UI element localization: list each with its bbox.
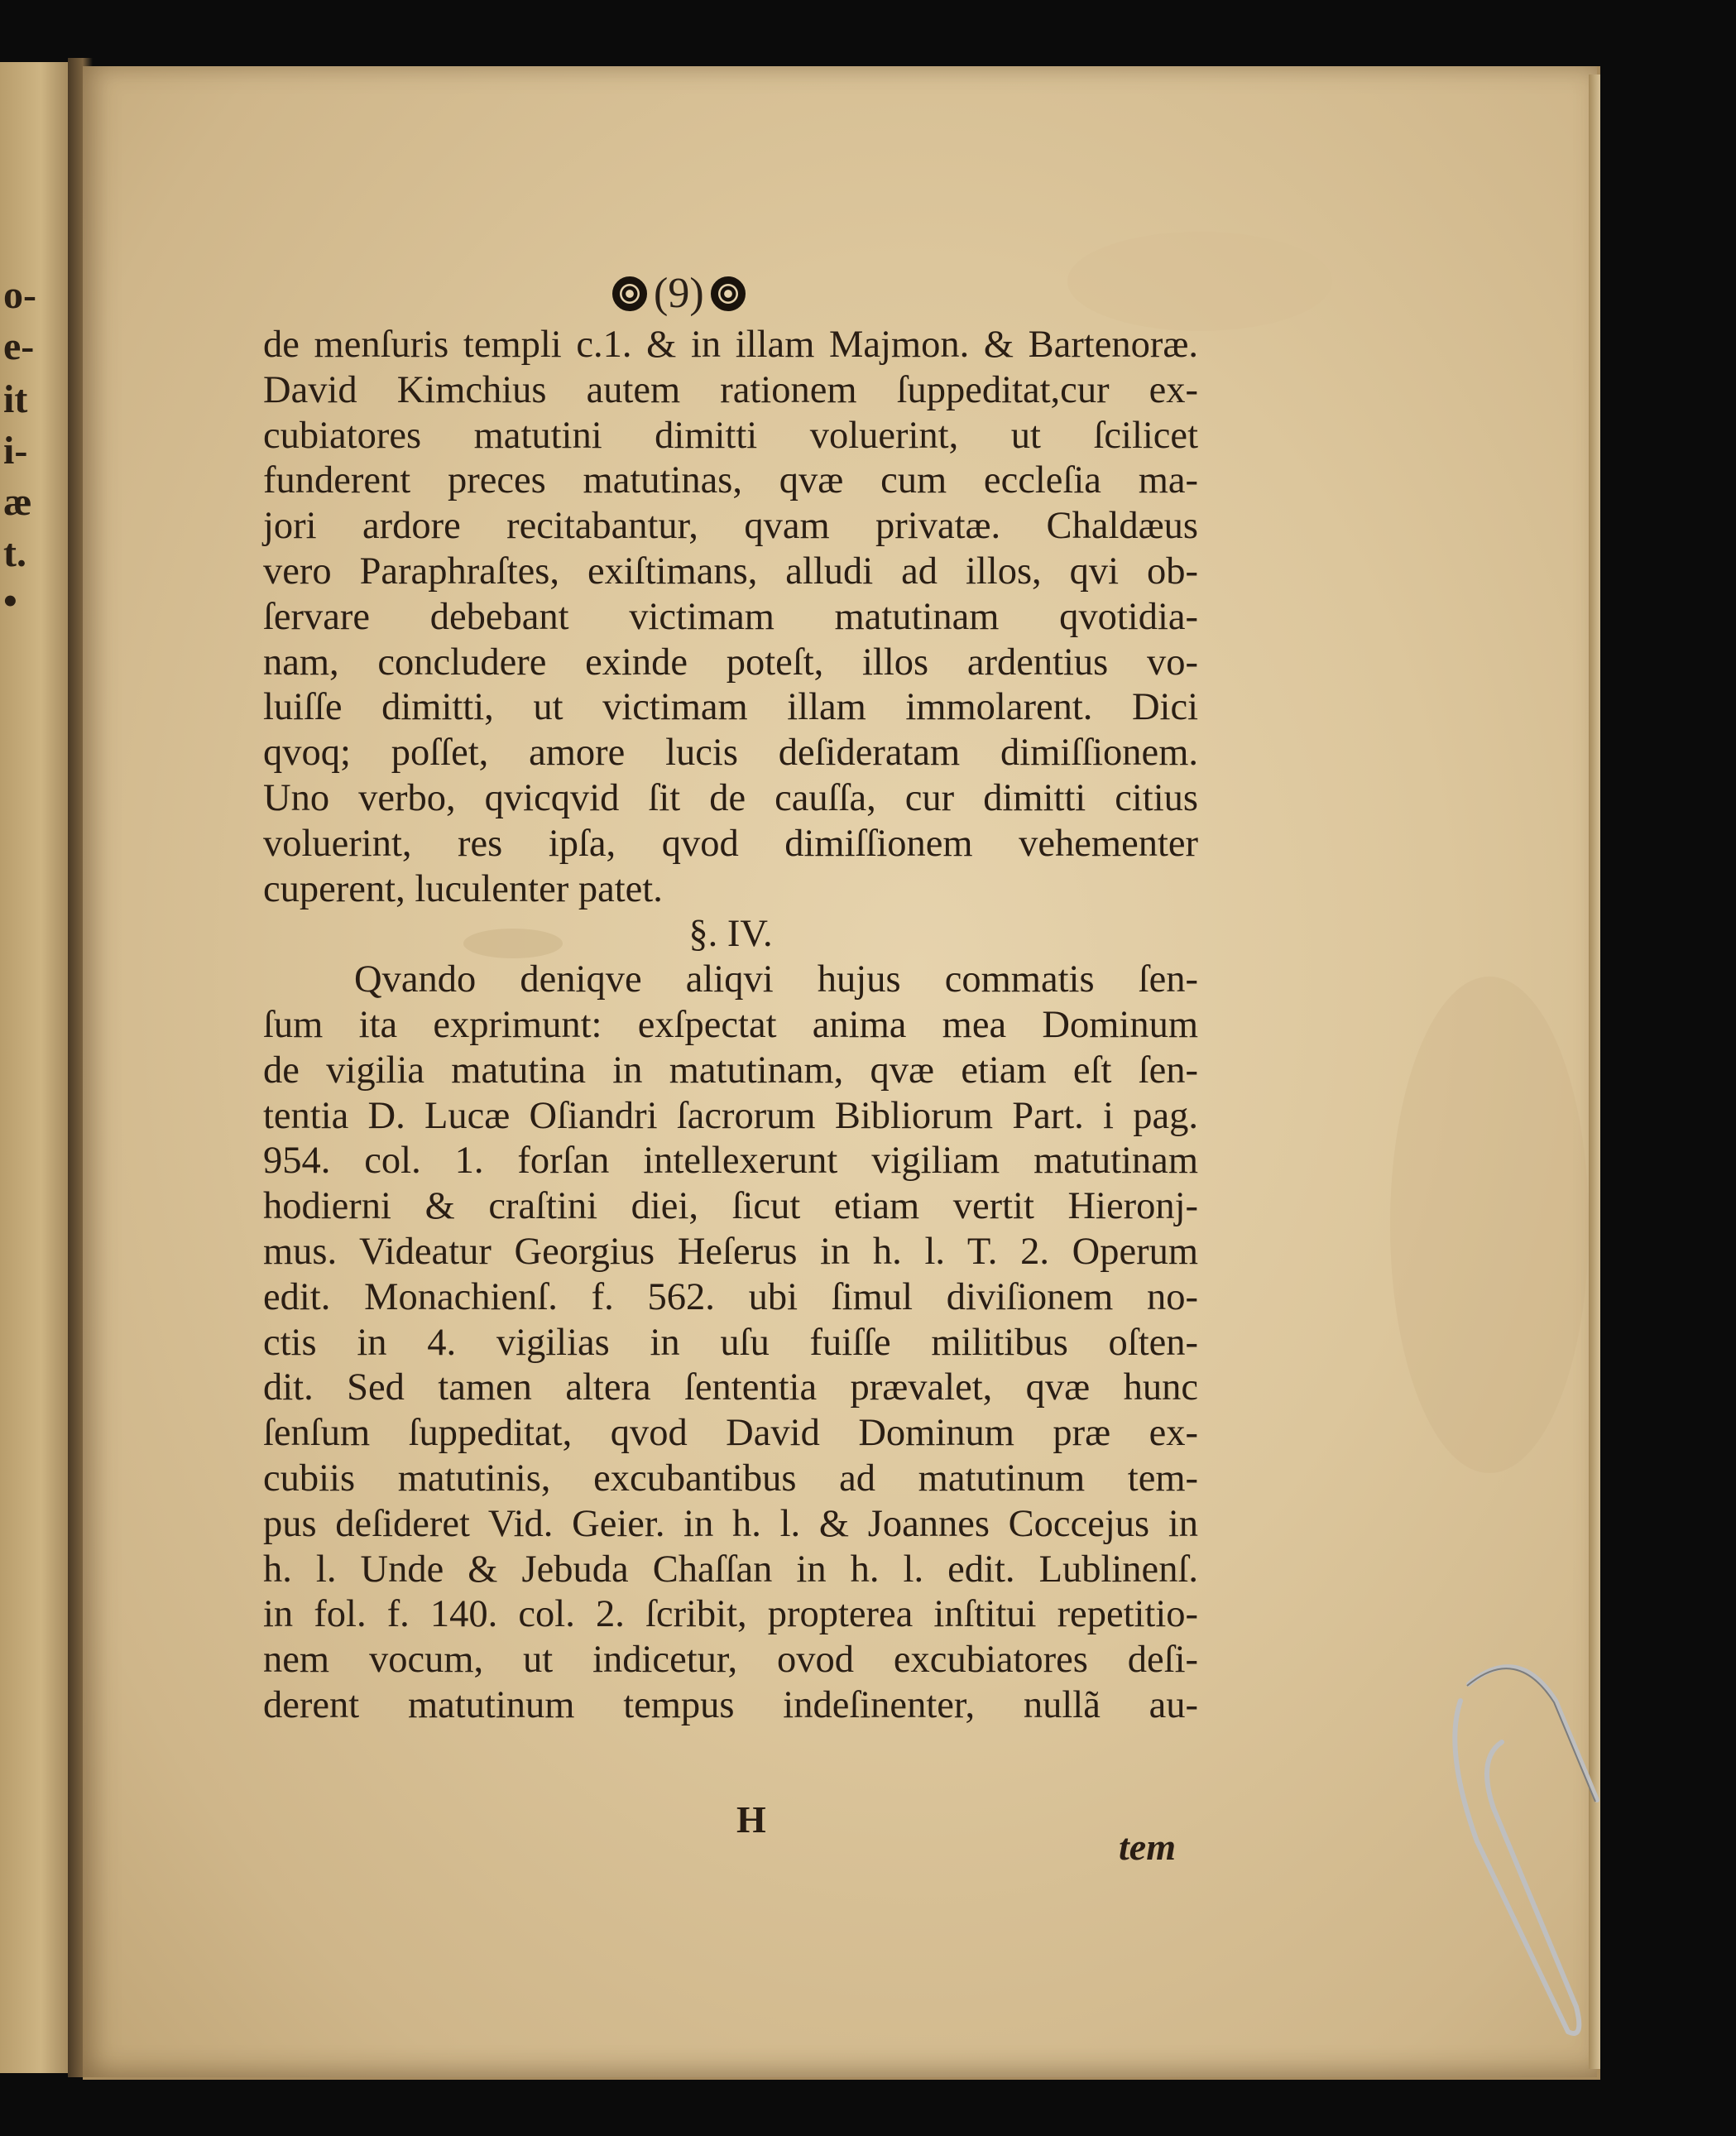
text-line: derent matutinum tempus indeſinenter, nullã au- (263, 1683, 1198, 1726)
text-line: Qvando deniqve aliqvi hujus commatis ſen- (354, 958, 1198, 1001)
text-line: h. l. Unde & Jebuda Chaſſan in h. l. edit. Lublinenſ. (263, 1548, 1198, 1591)
left-fragment-text: æ (3, 480, 32, 524)
page-header (612, 269, 746, 318)
left-fragment-text: • (3, 579, 17, 623)
text-line: de vigilia matutina in matutinam, qvæ etiam eſt ſen- (263, 1049, 1198, 1092)
text-line: vero Paraphraſtes, exiſtimans, alludi ad illos, qvi ob- (263, 550, 1198, 593)
text-line: Uno verbo, qvicqvid ſit de cauſſa, cur dimitti citius (263, 776, 1198, 819)
left-page-fragment (0, 62, 74, 2073)
left-fragment-text: i- (3, 429, 28, 473)
text-line: voluerint, res ipſa, qvod dimiſſionem vehementer (263, 822, 1198, 865)
left-fragment-text: o- (3, 273, 36, 317)
text-line: cubiatores matutini dimitti voluerint, ut ſcilicet (263, 414, 1198, 457)
text-line: pus deſideret Vid. Geier. in h. l. & Joannes Coccejus in (263, 1502, 1198, 1545)
text-line: cuperent, luculenter patet. (263, 867, 663, 910)
text-line: David Kimchius autem rationem ſuppeditat,cur ex- (263, 368, 1198, 411)
text-line: in fol. f. 140. col. 2. ſcribit, propterea inſtitui repetitio- (263, 1593, 1198, 1636)
text-line: dit. Sed tamen altera ſententia prævalet, qvæ hunc (263, 1366, 1198, 1409)
text-line: luiſſe dimitti, ut victimam illam immolarent. Dici (263, 686, 1198, 729)
page-body-text (263, 323, 1198, 1729)
text-line: ſum ita exprimunt: exſpectat anima mea Dominum (263, 1003, 1198, 1046)
left-fragment-text: e- (3, 324, 35, 368)
catchword: tem (1119, 1826, 1176, 1868)
text-line: 954. col. 1. forſan intellexerunt vigiliam matutinam (263, 1140, 1198, 1183)
text-line: jori ardore recitabantur, qvam privatæ. Chaldæus (263, 505, 1198, 548)
paper-clip-icon (1444, 1651, 1609, 2040)
text-line: edit. Monachienſ. f. 562. ubi ſimul diviſionem no- (263, 1275, 1198, 1318)
text-line: cubiis matutinis, excubantibus ad matutinum tem- (263, 1457, 1198, 1500)
rosette-ornament-icon (711, 276, 746, 311)
left-fragment-text: t. (3, 531, 26, 575)
page-number: (9) (654, 270, 704, 317)
text-line: nam, concludere exinde poteſt, illos ardentius vo- (263, 641, 1198, 684)
text-line: de menſuris templi c.1. & in illam Majmon. & Bartenoræ. (263, 324, 1198, 366)
text-line: tentia D. Lucæ Oſiandri ſacrorum Bibliorum Part. i pag. (263, 1094, 1198, 1137)
text-line: mus. Videatur Georgius Heſerus in h. l. T. 2. Operum (263, 1230, 1198, 1273)
left-fragment-text: it (3, 377, 28, 421)
text-line: ſenſum ſuppeditat, qvod David Dominum præ ex- (263, 1412, 1198, 1455)
text-line: ctis in 4. vigilias in uſu fuiſſe militibus oſten- (263, 1321, 1198, 1364)
text-line: hodierni & craſtini diei, ſicut etiam vertit Hieronj- (263, 1185, 1198, 1228)
text-line: qvoq; poſſet, amore lucis deſideratam dimiſſionem. (263, 732, 1198, 775)
text-line: ſervare debebant victimam matutinam qvotidia- (263, 595, 1198, 638)
text-line: nem vocum, ut indicetur, ovod excubiatores deſi- (263, 1639, 1198, 1682)
book-page (83, 66, 1600, 2080)
signature-mark: H (736, 1798, 766, 1841)
rosette-ornament-icon (612, 276, 647, 311)
text-line: funderent preces matutinas, qvæ cum eccleſia ma- (263, 459, 1198, 502)
section-heading: §. IV. (688, 913, 773, 956)
